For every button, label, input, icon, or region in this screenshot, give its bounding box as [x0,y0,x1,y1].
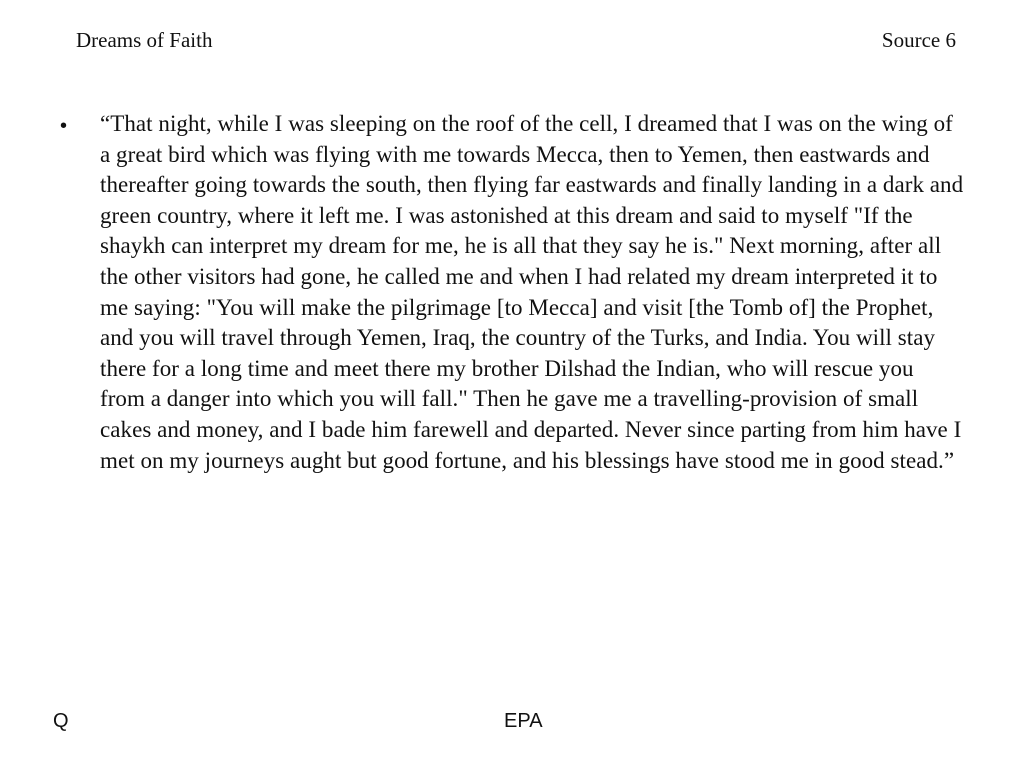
footer-left-label: Q [53,710,69,732]
quote-text: “That night, while I was sleeping on the roof of the cell, I dreamed that I was on the wing of a great bird which was flying with me towards Mecca, then to Yemen, then eastwards and thereafter going towards the south, then flying far eastwards and finally landing in a dark and green country, where it left me. I was astonished at this dream and said to myself "If the shaykh can interpret my dream for me, he is all that they say he is." Next morning, after all the other visitors had gone, he called me and when I had related my dream interpreted it to me saying: "You will make the pilgrimage [to Mecca] and visit [the Tomb of] the Prophet, and you will travel through Yemen, Iraq, the country of the Turks, and India. You will stay there for a long time and meet there my brother Dilshad the Indian, who will rescue you from a danger into which you will fall." Then he gave me a travelling-provision of small cakes and money, and I bade him farewell and departed. Never since parting from him have I met on my journeys aught but good fortune, and his blessings have stood me in good stead.” [100,111,964,473]
slide-title: Dreams of Faith [76,28,213,52]
source-label: Source 6 [881,28,956,52]
footer-center-label: EPA [504,710,543,732]
quote-bullet-item [60,109,970,476]
bullet-marker: • [60,115,68,137]
